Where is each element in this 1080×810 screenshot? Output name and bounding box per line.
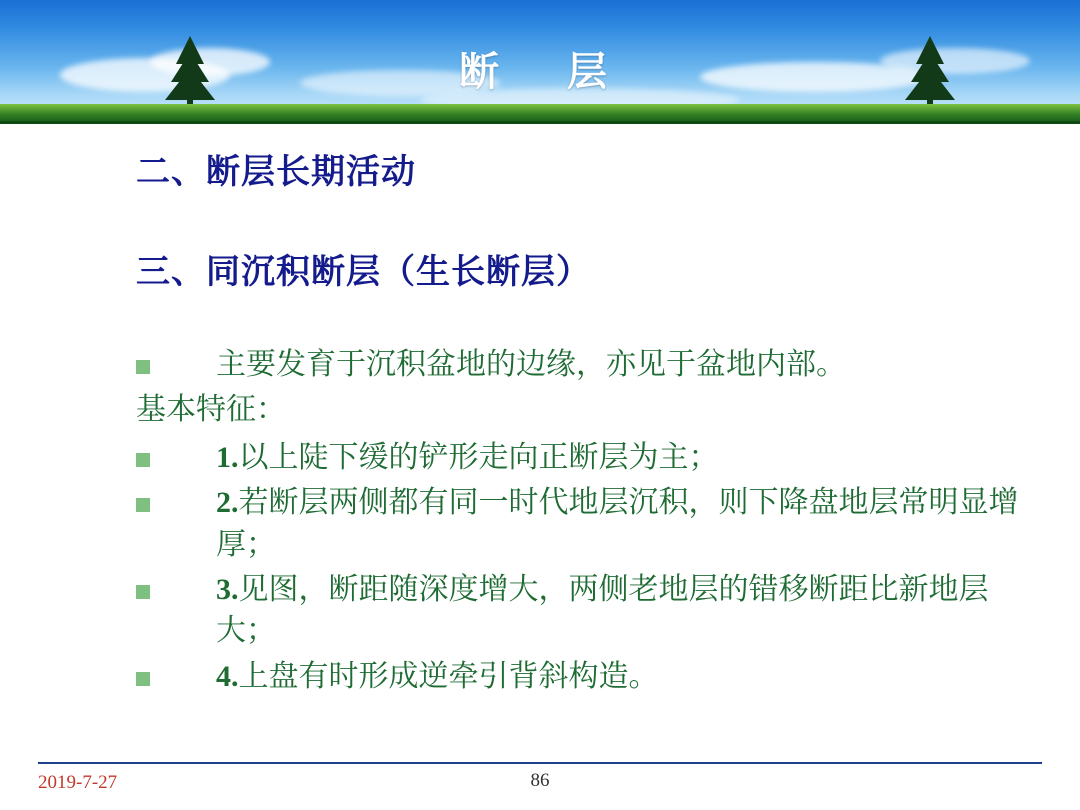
slide-content <box>0 124 1080 764</box>
bullet-square-icon <box>136 585 150 599</box>
list-item-body: 见图，断距随深度增大，两侧老地层的错移断距比新地层大； <box>216 572 989 648</box>
bullet-square-icon <box>136 453 150 467</box>
list-item-text <box>216 656 1036 697</box>
list-item-number: 2. <box>216 486 239 520</box>
section-heading-three: 三、同沉积断层（生长断层） <box>136 254 591 291</box>
list-item <box>136 569 1036 652</box>
footer-divider <box>38 762 1042 764</box>
bullet-square-icon <box>136 360 150 374</box>
list-item-plain: 基本特征： <box>136 393 286 427</box>
section-heading-two: 二、断层长期活动 <box>136 154 416 191</box>
bullet-list <box>136 344 1036 701</box>
list-item <box>136 482 1036 565</box>
list-item-text <box>216 437 1036 478</box>
list-item-body: 以上陡下缓的铲形走向正断层为主； <box>238 440 719 474</box>
list-item-number: 3. <box>216 572 239 606</box>
list-item <box>136 437 1036 478</box>
list-item-body: 上盘有时形成逆牵引背斜构造。 <box>238 659 659 693</box>
list-item <box>136 656 1036 697</box>
list-item <box>136 344 1036 385</box>
list-item-text <box>216 569 1036 652</box>
list-item-text <box>216 482 1036 565</box>
list-item-number: 1. <box>216 440 239 474</box>
bullet-square-icon <box>136 672 150 686</box>
footer-page-number: 86 <box>530 770 550 791</box>
list-item-text: 主要发育于沉积盆地的边缘，亦见于盆地内部。 <box>216 348 846 381</box>
slide-banner-title: 断 层 <box>459 49 621 94</box>
list-item-number: 4. <box>216 659 239 693</box>
bullet-square-icon <box>136 498 150 512</box>
list-item-body: 若断层两侧都有同一时代地层沉积，则下降盘地层常明显增厚； <box>216 486 1019 561</box>
footer-date: 2019-7-27 <box>38 772 118 793</box>
